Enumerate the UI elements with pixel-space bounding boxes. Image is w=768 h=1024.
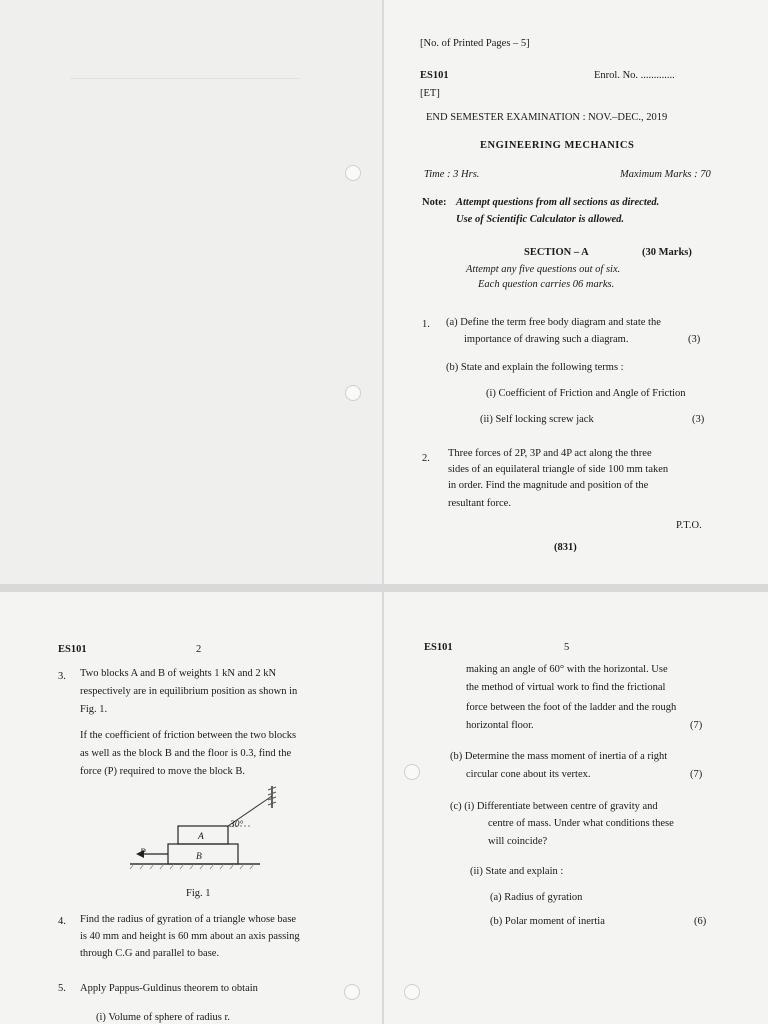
ladder-line-3: force between the foot of the ladder and the rough	[466, 702, 677, 713]
qc-marks: (6)	[694, 916, 707, 927]
qc-ii-line: (ii) State and explain :	[470, 866, 564, 877]
page-back-faded	[0, 0, 382, 584]
course-code: ES101	[420, 70, 449, 81]
q3-line-6: force (P) required to move the block B.	[80, 766, 246, 777]
punch-hole	[345, 165, 361, 181]
q1a-marks: (3)	[688, 334, 701, 345]
pto: P.T.O.	[676, 520, 702, 531]
fig-caption: Fig. 1	[186, 888, 211, 899]
qb-line-2: circular cone about its vertex.	[466, 769, 591, 780]
q3-line-2: respectively are in equilibrium position as shown in	[80, 686, 298, 697]
q3-line-3: Fig. 1.	[80, 704, 108, 715]
course-code: ES101	[58, 644, 87, 655]
et-label: [ET]	[420, 88, 440, 99]
q4-line-1: Find the radius of gyration of a triangle whose base	[80, 914, 297, 925]
punch-hole	[344, 984, 360, 1000]
q1b-item-i: (i) Coefficient of Friction and Angle of Friction	[486, 388, 686, 399]
ladder-line-1: making an angle of 60° with the horizontal. Use	[466, 664, 668, 675]
page-2	[0, 592, 382, 1024]
qc-line-1: (c) (i) Differentiate between centre of gravity and	[450, 801, 658, 812]
page-5	[384, 592, 768, 1024]
q4-line-2: is 40 mm and height is 60 mm about an axis passing	[80, 931, 300, 942]
note-line-2: Use of Scientific Calculator is allowed.	[456, 214, 624, 225]
qc-ii-item-b: (b) Polar moment of inertia	[490, 916, 605, 927]
note-label: Note:	[422, 197, 447, 208]
fig-angle-label: 30°	[230, 820, 244, 830]
ladder-marks: (7)	[690, 720, 703, 731]
wall-support	[268, 786, 276, 808]
q3-line-1: Two blocks A and B of weights 1 kN and 2 kN	[80, 668, 277, 679]
q2-line-2: sides of an equilateral triangle of side 100 mm taken	[448, 464, 669, 475]
q1b-line: (b) State and explain the following terms :	[446, 362, 624, 373]
section-marks: (30 Marks)	[642, 247, 692, 258]
ladder-line-4: horizontal floor.	[466, 720, 534, 731]
punch-hole	[404, 764, 420, 780]
qc-line-3: will coincide?	[488, 836, 548, 847]
q1a-line-1: (a) Define the term free body diagram and state the	[446, 317, 661, 328]
page-number: 5	[564, 642, 570, 653]
block-b	[168, 844, 238, 864]
q1b-item-ii: (ii) Self locking screw jack	[480, 414, 594, 425]
fig-block-a-label: A	[198, 832, 204, 842]
qc-ii-item-a: (a) Radius of gyration	[490, 892, 583, 903]
section-instruction-1: Attempt any five questions out of six.	[466, 264, 621, 275]
fig-block-b-label: B	[196, 852, 202, 862]
exam-time: Time : 3 Hrs.	[424, 169, 480, 180]
qb-marks: (7)	[690, 769, 703, 780]
q5-line-1: Apply Pappus-Guldinus theorem to obtain	[80, 983, 258, 994]
course-code: ES101	[424, 642, 453, 653]
q2-line-4: resultant force.	[448, 498, 511, 509]
question-number: 2.	[422, 453, 430, 464]
punch-hole	[345, 385, 361, 401]
section-instruction-2: Each question carries 06 marks.	[478, 279, 615, 290]
q1b-marks: (3)	[692, 414, 705, 425]
q5-item-i: (i) Volume of sphere of radius r.	[96, 1012, 231, 1023]
section-title: SECTION – A	[524, 247, 589, 258]
max-marks: Maximum Marks : 70	[620, 169, 711, 180]
fig-force-p-label: P	[140, 848, 146, 858]
printed-pages: [No. of Printed Pages – 5]	[420, 38, 530, 49]
q2-line-1: Three forces of 2P, 3P and 4P act along the three	[448, 448, 652, 459]
question-number: 1.	[422, 319, 430, 330]
enrol-no: Enrol. No. .............	[594, 70, 675, 81]
subject-title: ENGINEERING MECHANICS	[480, 140, 635, 151]
page-1	[384, 0, 768, 584]
paper-code: (831)	[554, 542, 577, 553]
ladder-line-2: the method of virtual work to find the frictional	[466, 682, 666, 693]
qc-line-2: centre of mass. Under what conditions these	[488, 818, 674, 829]
q1a-line-2: importance of drawing such a diagram.	[464, 334, 629, 345]
page-number: 2	[196, 644, 202, 655]
question-number: 5.	[58, 983, 66, 994]
q3-line-5: as well as the block B and the floor is 0.3, find the	[80, 748, 292, 759]
q3-line-4: If the coefficient of friction between the two blocks	[80, 730, 297, 741]
q4-line-3: through C.G and parallel to base.	[80, 948, 220, 959]
note-line-1: Attempt questions from all sections as directed.	[456, 197, 660, 208]
q2-line-3: in order. Find the magnitude and position of the	[448, 480, 649, 491]
question-number: 3.	[58, 671, 66, 682]
punch-hole	[404, 984, 420, 1000]
ghost-text-region	[70, 78, 300, 139]
exam-title: END SEMESTER EXAMINATION : NOV.–DEC., 2019	[426, 112, 668, 123]
question-number: 4.	[58, 916, 66, 927]
qb-line-1: (b) Determine the mass moment of inertia of a right	[450, 751, 668, 762]
